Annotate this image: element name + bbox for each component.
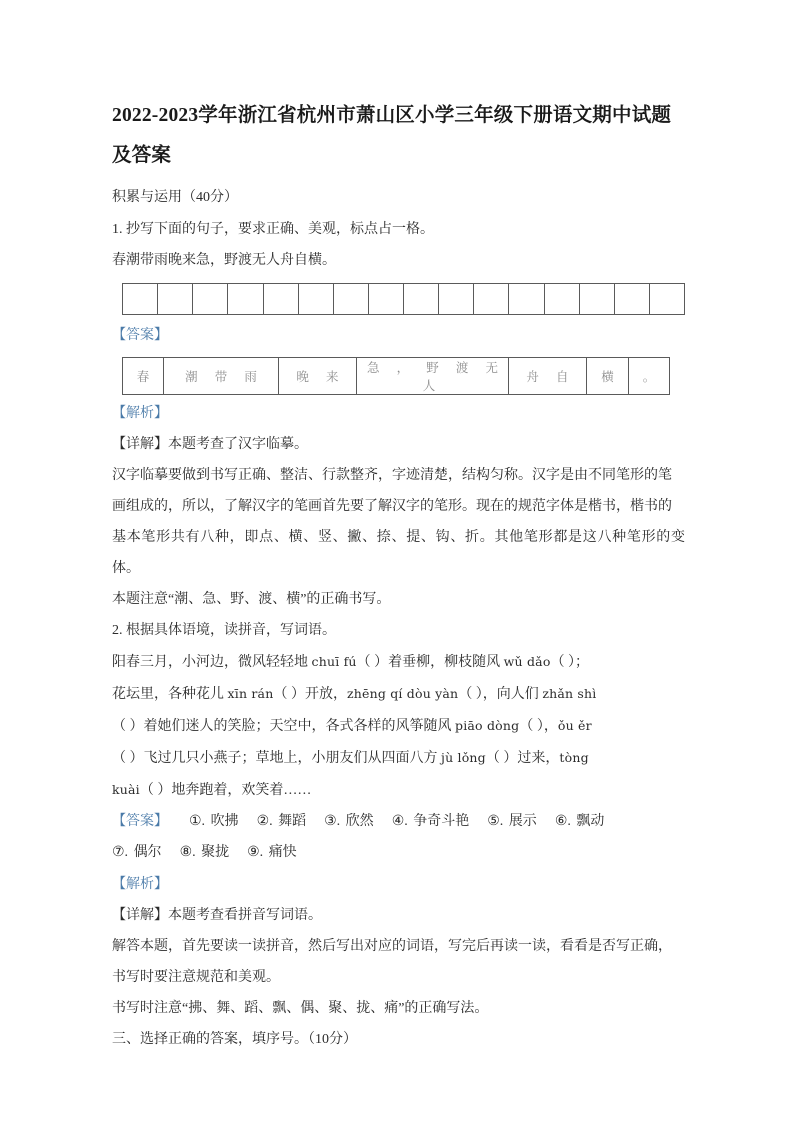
question-1-sentence: 春潮带雨晚来急，野渡无人舟自横。 bbox=[112, 253, 336, 268]
grid-cell[interactable] bbox=[193, 284, 228, 315]
answer-word: 偶尔 bbox=[133, 845, 162, 860]
text-line: 汉字临摹要做到书写正确、整洁、行款整齐，字迹清楚，结构匀称。汉字是由不同笔形的笔 bbox=[112, 468, 672, 483]
question-1-writing-grid bbox=[122, 283, 685, 315]
text-line: 书写时注意“拂、舞、蹈、飘、偶、聚、拢、痛”的正确写法。 bbox=[112, 1001, 489, 1016]
question-2-detail-intro: 【详解】本题考查看拼音写词语。 bbox=[112, 908, 322, 923]
grid-cell[interactable] bbox=[368, 284, 403, 315]
answer-word: 争奇斗艳 bbox=[413, 814, 470, 829]
grid-cell[interactable] bbox=[439, 284, 474, 315]
text-line: 画组成的，所以，了解汉字的笔画首先要了解汉字的笔形。现在的规范字体是楷书，楷书的 bbox=[112, 499, 672, 514]
answer-tag: 【答案】 bbox=[112, 328, 168, 343]
grid-cell[interactable] bbox=[474, 284, 509, 315]
grid-cell[interactable] bbox=[404, 284, 439, 315]
question-1-answer-grid bbox=[122, 357, 670, 395]
pinyin-text: jù lǒng bbox=[441, 750, 486, 765]
answer-word: 舞蹈 bbox=[278, 814, 307, 829]
answer-grid-cell: 横 bbox=[587, 358, 629, 395]
answer-item bbox=[392, 814, 470, 829]
answer-word: 展示 bbox=[508, 814, 537, 829]
pinyin-text: zhǎn shì bbox=[542, 686, 597, 701]
text-line: 阳春三月，小河边，微风轻轻地 chuī fú（ ）着垂柳，柳枝随风 wǔ dǎo（ ）； bbox=[112, 654, 590, 670]
answer-word: 吹拂 bbox=[210, 814, 239, 829]
table-row bbox=[123, 358, 670, 395]
text-line: 花坛里，各种花儿 xīn rán（ ）开放，zhēng qí dòu yàn（ ），向人们 zhǎn shì bbox=[112, 686, 597, 702]
answer-number: ④. bbox=[391, 814, 408, 829]
answer-word: 聚拢 bbox=[201, 845, 230, 860]
grid-cell[interactable] bbox=[228, 284, 263, 315]
answer-item bbox=[112, 845, 162, 860]
answer-item bbox=[487, 814, 537, 829]
text-line: 基本笔形共有八种，即点、横、竖、撇、捺、提、钩、折。其他笔形都是这八种笔形的变体。 bbox=[112, 530, 685, 576]
text-line: 解答本题，首先要读一读拼音，然后写出对应的词语，写完后再读一读，看看是否写正确， bbox=[112, 939, 672, 954]
answer-grid-cell: 晚 来 bbox=[279, 358, 357, 395]
analysis-tag: 【解析】 bbox=[112, 877, 168, 892]
grid-cell[interactable] bbox=[333, 284, 368, 315]
text-line: 书写时要注意规范和美观。 bbox=[112, 970, 280, 985]
question-2-body bbox=[112, 646, 685, 806]
answer-grid-cell: 春 bbox=[123, 358, 164, 395]
pinyin-text: kuài bbox=[112, 782, 140, 797]
question-1-detail-intro: 【详解】本题考查了汉字临摹。 bbox=[112, 437, 308, 452]
question-1-prompt: 1. 抄写下面的句子，要求正确、美观，标点占一格。 bbox=[112, 222, 434, 237]
answer-word: 飘动 bbox=[576, 814, 605, 829]
pinyin-text: chuī fú bbox=[311, 654, 357, 669]
answer-number: ⑤. bbox=[487, 814, 504, 829]
answer-item bbox=[189, 814, 239, 829]
text-line: kuài（ ）地奔跑着，欢笑着…… bbox=[112, 782, 312, 798]
answer-number: ⑨. bbox=[247, 845, 264, 860]
answer-grid-cell: 潮 带 雨 bbox=[164, 358, 279, 395]
answer-number: ⑥. bbox=[554, 814, 571, 829]
answer-tag: 【答案】 bbox=[112, 814, 168, 829]
analysis-label-2 bbox=[112, 868, 685, 900]
answer-item bbox=[555, 814, 605, 829]
question-1-explanation bbox=[112, 460, 685, 615]
grid-cell[interactable] bbox=[649, 284, 684, 315]
grid-cell[interactable] bbox=[509, 284, 544, 315]
answer-grid-cell: 。 bbox=[629, 358, 670, 395]
page-title: 2022-2023学年浙江省杭州市萧山区小学三年级下册语文期中试题及答案 bbox=[112, 105, 672, 166]
table-row bbox=[123, 284, 685, 315]
question-2-prompt: 2. 根据具体语境，读拼音，写词语。 bbox=[112, 623, 336, 638]
question-2-answer-list bbox=[112, 806, 685, 868]
answer-label-1 bbox=[112, 319, 685, 351]
answer-item bbox=[257, 814, 307, 829]
answer-number: ①. bbox=[189, 814, 206, 829]
grid-cell[interactable] bbox=[614, 284, 649, 315]
text-line: （ ）着她们迷人的笑脸；天空中，各式各样的风筝随风 piāo dòng（ ），ǒu ěr bbox=[112, 718, 592, 734]
pinyin-text: ǒu ěr bbox=[557, 718, 592, 733]
answer-number: ⑦. bbox=[112, 845, 129, 860]
question-2-explanation bbox=[112, 931, 685, 1024]
answer-grid-cell: 舟 自 bbox=[509, 358, 587, 395]
empty-grid-table bbox=[122, 283, 685, 315]
answer-item bbox=[180, 845, 230, 860]
answer-number: ②. bbox=[256, 814, 273, 829]
pinyin-text: tòng bbox=[559, 750, 589, 765]
analysis-label-1 bbox=[112, 397, 685, 429]
grid-cell[interactable] bbox=[579, 284, 614, 315]
text-line: （ ）飞过几只小燕子；草地上，小朋友们从四面八方 jù lǒng（ ）过来，tòng bbox=[112, 750, 589, 766]
grid-cell[interactable] bbox=[544, 284, 579, 315]
text-line: 本题注意“潮、急、野、渡、横”的正确书写。 bbox=[112, 592, 391, 607]
pinyin-text: wǔ dǎo bbox=[503, 654, 551, 669]
pinyin-text: zhēng qí dòu yàn bbox=[346, 686, 459, 701]
answer-word: 痛快 bbox=[268, 845, 297, 860]
analysis-tag: 【解析】 bbox=[112, 406, 168, 421]
answer-grid-cell: 急 ， 野 渡 无 人 bbox=[357, 358, 509, 395]
pinyin-text: xīn rán bbox=[227, 686, 274, 701]
section-heading: 积累与运用（40分） bbox=[112, 190, 238, 205]
answer-number: ③. bbox=[324, 814, 341, 829]
grid-cell[interactable] bbox=[263, 284, 298, 315]
answer-item bbox=[247, 845, 297, 860]
grid-cell[interactable] bbox=[158, 284, 193, 315]
answer-word: 欣然 bbox=[345, 814, 374, 829]
question-3-prompt: 三、选择正确的答案，填序号。（10分） bbox=[112, 1032, 357, 1047]
grid-cell[interactable] bbox=[123, 284, 158, 315]
answer-number: ⑧. bbox=[179, 845, 196, 860]
answer-item bbox=[324, 814, 374, 829]
grid-cell[interactable] bbox=[298, 284, 333, 315]
pinyin-text: piāo dòng bbox=[455, 718, 520, 733]
